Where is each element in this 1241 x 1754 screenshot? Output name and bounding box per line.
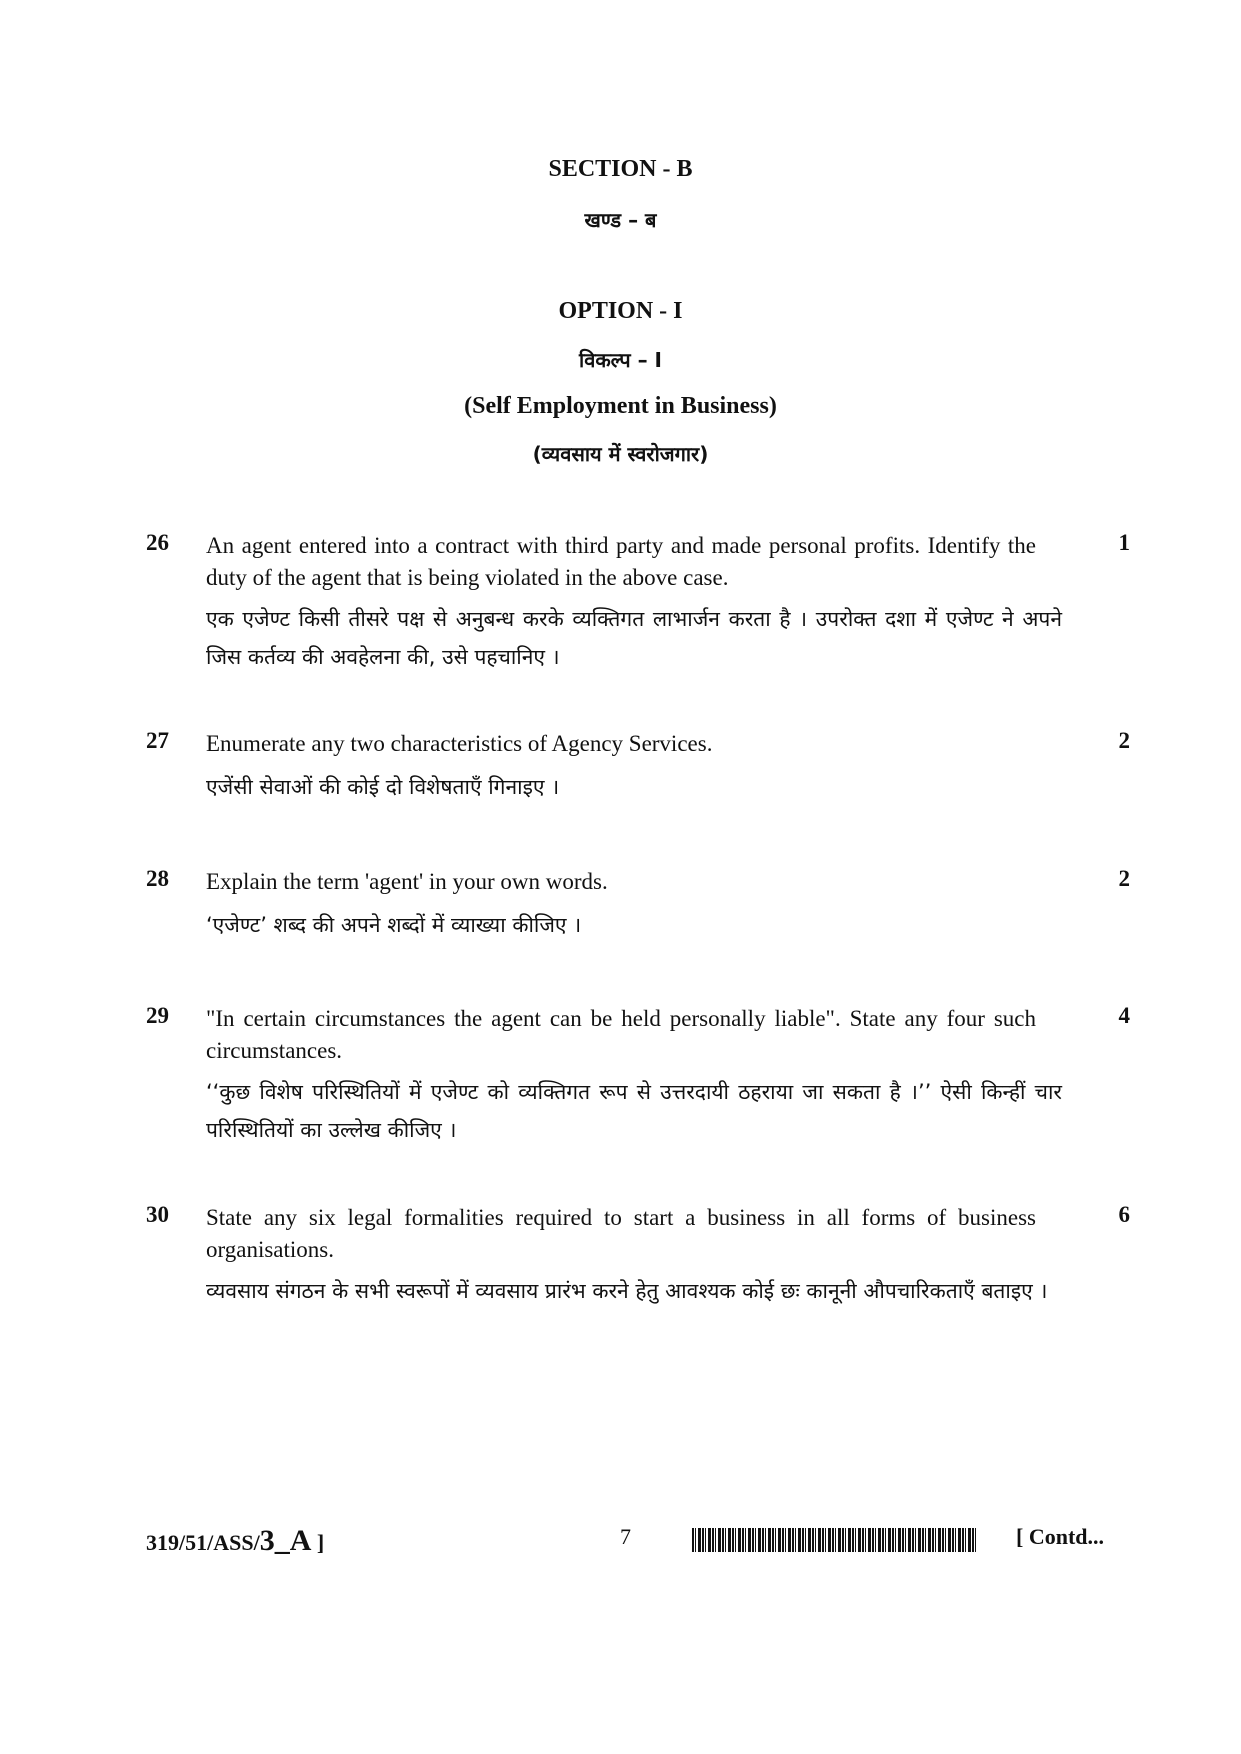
option-title-hindi: विकल्प – I — [579, 348, 662, 372]
question-text-hindi: एक एजेण्ट किसी तीसरे पक्ष से अनुबन्ध करके व्यक्तिगत लाभार्जन करता है । उपरोक्त दशा में एजेण्ट ने अपने जिस कर्तव्य की अवहेलना की, उसे पहचानिए । — [206, 607, 1062, 669]
paper-code — [146, 1524, 324, 1558]
page-number: 7 — [620, 1524, 631, 1549]
barcode-icon — [692, 1528, 978, 1552]
paper-code-variant: 3_A — [259, 1524, 312, 1557]
question-text-english: Enumerate any two characteristics of Agency Services. — [206, 731, 713, 756]
question-marks: 4 — [1118, 1003, 1130, 1028]
option-title: OPTION - I — [558, 298, 683, 324]
question-text-english: Explain the term 'agent' in your own words. — [206, 869, 608, 894]
page-footer — [0, 1520, 1241, 1560]
paper-code-suffix: ] — [311, 1530, 325, 1555]
question-number: 28 — [146, 866, 169, 891]
question-marks: 6 — [1118, 1202, 1130, 1227]
question-marks: 2 — [1118, 866, 1130, 891]
subject-title: (Self Employment in Business) — [464, 393, 777, 419]
question-text-hindi: एजेंसी सेवाओं की कोई दो विशेषताएँ गिनाइए । — [206, 775, 560, 799]
question-text-hindi: ‘‘कुछ विशेष परिस्थितियों में एजेण्ट को व्यक्तिगत रूप से उत्तरदायी ठहराया जा सकता है ।’’ ऐसी किन्हीं चार परिस्थितियों का उल्लेख कीजिए । — [206, 1080, 1062, 1142]
section-title: SECTION - B — [548, 156, 693, 182]
question-text-english: An agent entered into a contract with third party and made personal profits. Identify the duty of the agent that is being violated in the above case. — [206, 533, 1036, 590]
section-title-hindi: खण्ड – ब — [584, 208, 657, 232]
question-number: 30 — [146, 1202, 169, 1227]
question-number: 27 — [146, 728, 169, 753]
question-number: 29 — [146, 1003, 169, 1028]
continued-label: [ Contd... — [1016, 1524, 1105, 1549]
question-marks: 1 — [1118, 530, 1130, 555]
question-number: 26 — [146, 530, 169, 555]
paper-code-prefix: 319/51/ASS/ — [146, 1530, 260, 1555]
subject-title-hindi: (व्यवसाय में स्वरोजगार) — [532, 442, 709, 466]
question-text-english: "In certain circumstances the agent can be held personally liable". State any four such circumstances. — [206, 1006, 1036, 1063]
question-text-hindi: व्यवसाय संगठन के सभी स्वरूपों में व्यवसाय प्रारंभ करने हेतु आवश्यक कोई छः कानूनी औपचारिकताएँ बताइए । — [206, 1279, 1048, 1303]
question-text-hindi: ‘एजेण्ट’ शब्द की अपने शब्दों में व्याख्या कीजिए । — [206, 913, 582, 937]
question-marks: 2 — [1118, 728, 1130, 753]
question-text-english: State any six legal formalities required to start a business in all forms of business organisations. — [206, 1205, 1036, 1262]
